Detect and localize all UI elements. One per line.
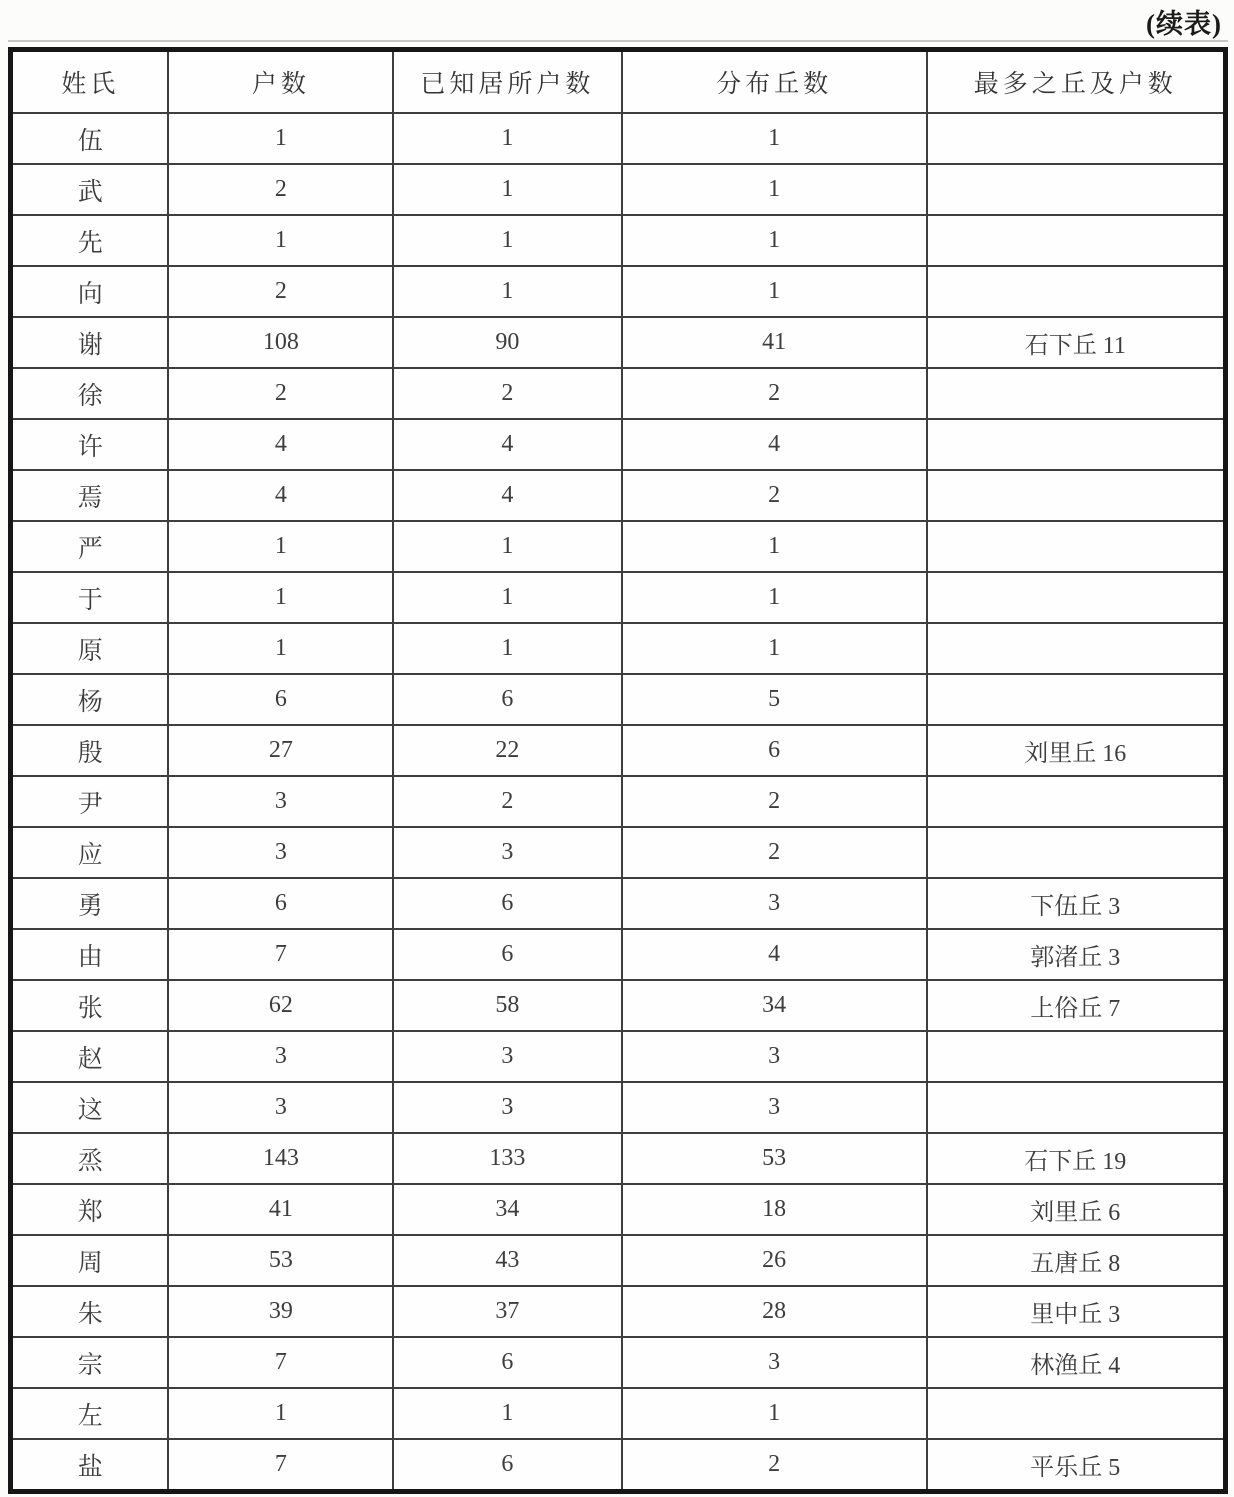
cell-household-count: 2 (168, 266, 393, 317)
cell-top-hill-and-count (927, 1082, 1226, 1133)
cell-known-residence-count: 6 (393, 929, 621, 980)
cell-surname: 徐 (11, 368, 169, 419)
cell-household-count: 62 (168, 980, 393, 1031)
column-header-household-count: 户数 (168, 50, 393, 114)
cell-top-hill-and-count (927, 776, 1226, 827)
cell-top-hill-and-count (927, 572, 1226, 623)
cell-known-residence-count: 37 (393, 1286, 621, 1337)
cell-top-hill-and-count (927, 827, 1226, 878)
table-row (11, 1388, 1226, 1439)
cell-known-residence-count: 3 (393, 1031, 621, 1082)
cell-hill-count: 5 (622, 674, 927, 725)
cell-household-count: 7 (168, 1337, 393, 1388)
cell-surname: 这 (11, 1082, 169, 1133)
cell-known-residence-count: 6 (393, 674, 621, 725)
table-header (11, 50, 1226, 114)
cell-top-hill-and-count (927, 368, 1226, 419)
cell-top-hill-and-count (927, 674, 1226, 725)
table-row (11, 1031, 1226, 1082)
cell-known-residence-count: 3 (393, 1082, 621, 1133)
cell-hill-count: 2 (622, 368, 927, 419)
cell-household-count: 1 (168, 1388, 393, 1439)
cell-hill-count: 28 (622, 1286, 927, 1337)
table-row (11, 725, 1226, 776)
cell-hill-count: 3 (622, 1082, 927, 1133)
cell-household-count: 27 (168, 725, 393, 776)
cell-known-residence-count: 43 (393, 1235, 621, 1286)
header-row (11, 50, 1226, 114)
table-row (11, 470, 1226, 521)
cell-surname: 严 (11, 521, 169, 572)
cell-top-hill-and-count: 刘里丘 6 (927, 1184, 1226, 1235)
cell-top-hill-and-count: 平乐丘 5 (927, 1439, 1226, 1492)
cell-known-residence-count: 6 (393, 1439, 621, 1492)
table-row (11, 878, 1226, 929)
cell-household-count: 1 (168, 521, 393, 572)
cell-surname: 盐 (11, 1439, 169, 1492)
cell-top-hill-and-count (927, 521, 1226, 572)
cell-hill-count: 1 (622, 521, 927, 572)
table-row (11, 1235, 1226, 1286)
cell-household-count: 6 (168, 674, 393, 725)
cell-hill-count: 1 (622, 215, 927, 266)
cell-known-residence-count: 133 (393, 1133, 621, 1184)
cell-known-residence-count: 2 (393, 776, 621, 827)
cell-hill-count: 26 (622, 1235, 927, 1286)
cell-surname: 于 (11, 572, 169, 623)
cell-household-count: 4 (168, 470, 393, 521)
column-header-surname: 姓氏 (11, 50, 169, 114)
cell-household-count: 2 (168, 368, 393, 419)
cell-hill-count: 4 (622, 929, 927, 980)
cell-household-count: 4 (168, 419, 393, 470)
continuation-label: (续表) (1146, 9, 1222, 39)
cell-household-count: 2 (168, 164, 393, 215)
cell-top-hill-and-count (927, 215, 1226, 266)
cell-surname: 宗 (11, 1337, 169, 1388)
cell-hill-count: 6 (622, 725, 927, 776)
cell-top-hill-and-count (927, 1388, 1226, 1439)
cell-hill-count: 53 (622, 1133, 927, 1184)
table-row (11, 827, 1226, 878)
cell-household-count: 3 (168, 1082, 393, 1133)
cell-top-hill-and-count: 刘里丘 16 (927, 725, 1226, 776)
cell-hill-count: 2 (622, 1439, 927, 1492)
table-row (11, 776, 1226, 827)
cell-hill-count: 34 (622, 980, 927, 1031)
cell-known-residence-count: 58 (393, 980, 621, 1031)
cell-household-count: 3 (168, 827, 393, 878)
cell-hill-count: 1 (622, 623, 927, 674)
cell-top-hill-and-count: 下伍丘 3 (927, 878, 1226, 929)
cell-household-count: 108 (168, 317, 393, 368)
cell-hill-count: 1 (622, 1388, 927, 1439)
cell-known-residence-count: 1 (393, 623, 621, 674)
cell-household-count: 1 (168, 113, 393, 164)
cell-hill-count: 41 (622, 317, 927, 368)
cell-known-residence-count: 22 (393, 725, 621, 776)
cell-surname: 尹 (11, 776, 169, 827)
cell-known-residence-count: 6 (393, 878, 621, 929)
table-row (11, 1439, 1226, 1492)
table-row (11, 419, 1226, 470)
column-header-known-residence-count: 已知居所户数 (393, 50, 621, 114)
cell-known-residence-count: 1 (393, 1388, 621, 1439)
cell-hill-count: 2 (622, 776, 927, 827)
table-row (11, 1337, 1226, 1388)
cell-known-residence-count: 3 (393, 827, 621, 878)
table-row (11, 1082, 1226, 1133)
cell-known-residence-count: 1 (393, 266, 621, 317)
column-header-top-hill-and-count: 最多之丘及户数 (927, 50, 1226, 114)
cell-surname: 烝 (11, 1133, 169, 1184)
cell-hill-count: 1 (622, 113, 927, 164)
cell-household-count: 6 (168, 878, 393, 929)
cell-household-count: 53 (168, 1235, 393, 1286)
table-row (11, 929, 1226, 980)
cell-hill-count: 2 (622, 470, 927, 521)
cell-surname: 应 (11, 827, 169, 878)
cell-hill-count: 3 (622, 1337, 927, 1388)
cell-known-residence-count: 1 (393, 521, 621, 572)
cell-known-residence-count: 6 (393, 1337, 621, 1388)
cell-hill-count: 18 (622, 1184, 927, 1235)
table-row (11, 1184, 1226, 1235)
table-body (11, 113, 1226, 1492)
cell-surname: 焉 (11, 470, 169, 521)
cell-household-count: 3 (168, 776, 393, 827)
cell-household-count: 1 (168, 572, 393, 623)
cell-known-residence-count: 1 (393, 164, 621, 215)
table-row (11, 623, 1226, 674)
cell-known-residence-count: 1 (393, 113, 621, 164)
cell-hill-count: 3 (622, 878, 927, 929)
table-frame (8, 40, 1228, 1494)
cell-surname: 先 (11, 215, 169, 266)
cell-household-count: 7 (168, 1439, 393, 1492)
cell-hill-count: 3 (622, 1031, 927, 1082)
cell-top-hill-and-count (927, 470, 1226, 521)
cell-surname: 伍 (11, 113, 169, 164)
cell-surname: 由 (11, 929, 169, 980)
cell-surname: 杨 (11, 674, 169, 725)
cell-top-hill-and-count (927, 113, 1226, 164)
table-row (11, 674, 1226, 725)
cell-known-residence-count: 4 (393, 470, 621, 521)
table-row (11, 215, 1226, 266)
cell-household-count: 143 (168, 1133, 393, 1184)
cell-top-hill-and-count: 石下丘 11 (927, 317, 1226, 368)
cell-household-count: 3 (168, 1031, 393, 1082)
cell-hill-count: 1 (622, 266, 927, 317)
cell-surname: 勇 (11, 878, 169, 929)
cell-top-hill-and-count: 五唐丘 8 (927, 1235, 1226, 1286)
cell-household-count: 1 (168, 623, 393, 674)
cell-known-residence-count: 4 (393, 419, 621, 470)
table-row (11, 317, 1226, 368)
table-row (11, 521, 1226, 572)
cell-hill-count: 1 (622, 164, 927, 215)
cell-known-residence-count: 1 (393, 215, 621, 266)
cell-top-hill-and-count (927, 419, 1226, 470)
cell-hill-count: 4 (622, 419, 927, 470)
cell-surname: 原 (11, 623, 169, 674)
cell-surname: 张 (11, 980, 169, 1031)
cell-top-hill-and-count (927, 623, 1226, 674)
cell-surname: 朱 (11, 1286, 169, 1337)
cell-household-count: 41 (168, 1184, 393, 1235)
cell-surname: 谢 (11, 317, 169, 368)
table-row (11, 1286, 1226, 1337)
table-row (11, 1133, 1226, 1184)
cell-surname: 郑 (11, 1184, 169, 1235)
cell-top-hill-and-count (927, 266, 1226, 317)
cell-surname: 左 (11, 1388, 169, 1439)
cell-surname: 殷 (11, 725, 169, 776)
surname-distribution-table (8, 47, 1228, 1494)
table-row (11, 113, 1226, 164)
cell-top-hill-and-count: 里中丘 3 (927, 1286, 1226, 1337)
table-row (11, 164, 1226, 215)
cell-top-hill-and-count: 上俗丘 7 (927, 980, 1226, 1031)
cell-surname: 周 (11, 1235, 169, 1286)
cell-top-hill-and-count (927, 164, 1226, 215)
cell-surname: 许 (11, 419, 169, 470)
cell-known-residence-count: 2 (393, 368, 621, 419)
table-row (11, 572, 1226, 623)
cell-top-hill-and-count: 林渔丘 4 (927, 1337, 1226, 1388)
cell-top-hill-and-count: 郭渚丘 3 (927, 929, 1226, 980)
cell-household-count: 39 (168, 1286, 393, 1337)
table-row (11, 266, 1226, 317)
cell-surname: 向 (11, 266, 169, 317)
cell-hill-count: 2 (622, 827, 927, 878)
cell-known-residence-count: 34 (393, 1184, 621, 1235)
table-row (11, 980, 1226, 1031)
cell-hill-count: 1 (622, 572, 927, 623)
table-row (11, 368, 1226, 419)
cell-household-count: 1 (168, 215, 393, 266)
cell-top-hill-and-count: 石下丘 19 (927, 1133, 1226, 1184)
cell-known-residence-count: 90 (393, 317, 621, 368)
cell-surname: 武 (11, 164, 169, 215)
cell-known-residence-count: 1 (393, 572, 621, 623)
cell-top-hill-and-count (927, 1031, 1226, 1082)
cell-household-count: 7 (168, 929, 393, 980)
cell-surname: 赵 (11, 1031, 169, 1082)
column-header-hill-count: 分布丘数 (622, 50, 927, 114)
